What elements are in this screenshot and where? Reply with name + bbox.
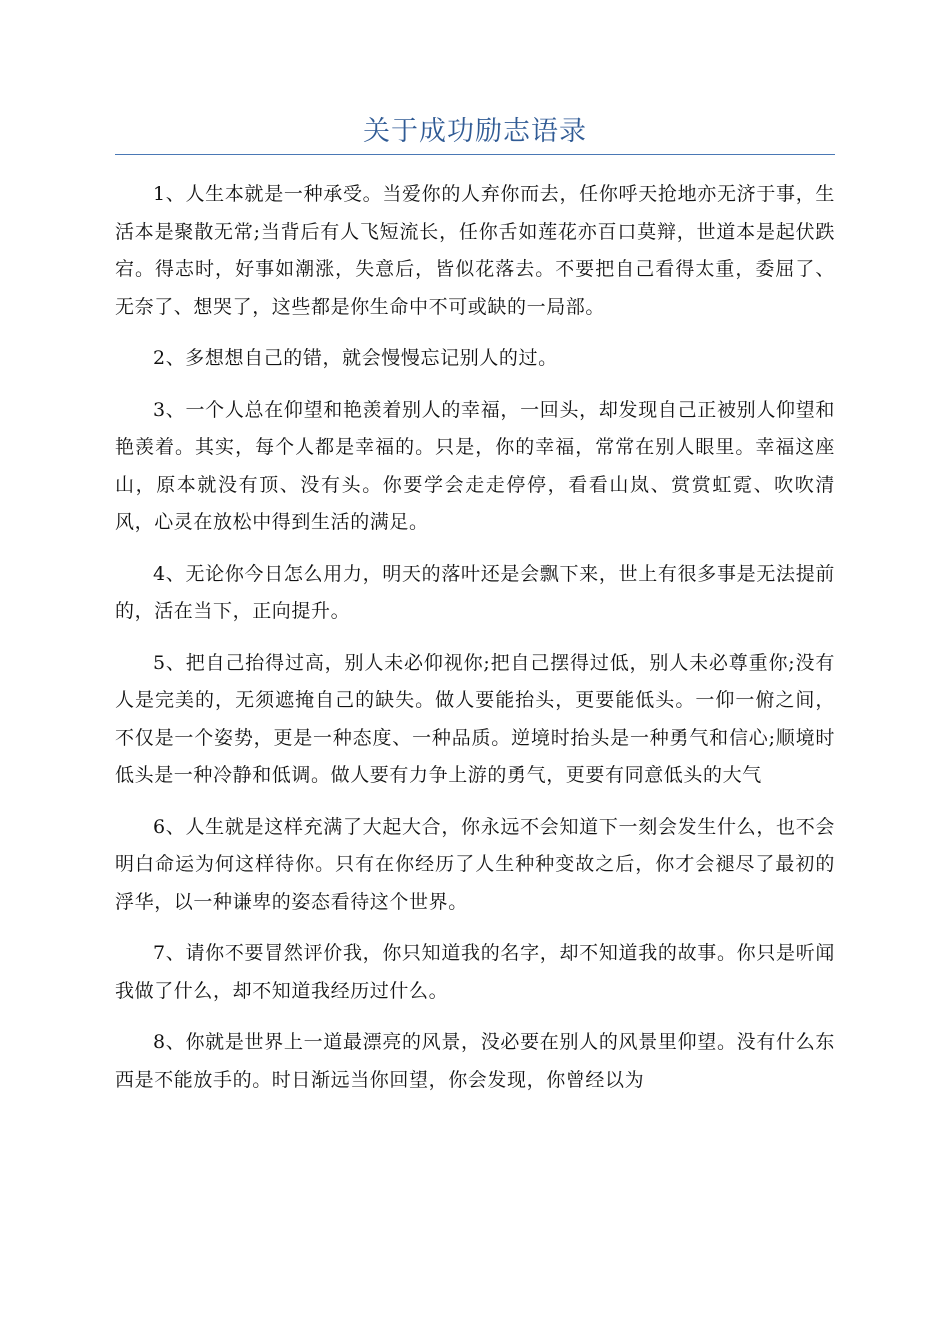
document-body	[115, 176, 835, 1113]
paragraph-2: 2、多想想自己的错，就会慢慢忘记别人的过。	[153, 347, 558, 369]
paragraph-3: 3、一个人总在仰望和艳羡着别人的幸福，一回头，却发现自己正被别人仰望和艳羡着。其实，每个人都是幸福的。只是，你的幸福，常常在别人眼里。幸福这座山，原本就没有顶、没有头。你要学会走走停停，看看山岚、赏赏虹霓、吹吹清风，心灵在放松中得到生活的满足。	[115, 398, 835, 533]
document-title: 关于成功励志语录	[363, 116, 587, 147]
paragraph-5: 5、把自己抬得过高，别人未必仰视你;把自己摆得过低，别人未必尊重你;没有人是完美的，无须遮掩自己的缺失。做人要能抬头，更要能低头。一仰一俯之间，不仅是一个姿势，更是一种态度、一种品质。逆境时抬头是一种勇气和信心;顺境时低头是一种冷静和低调。做人要有力争上游的勇气，更要有同意低头的大气	[115, 651, 835, 786]
paragraph-1: 1、人生本就是一种承受。当爱你的人弃你而去，任你呼天抢地亦无济于事，生活本是聚散无常;当背后有人飞短流长，任你舌如莲花亦百口莫辩，世道本是起伏跌宕。得志时，好事如潮涨，失意后，皆似花落去。不要把自己看得太重，委屈了、无奈了、想哭了，这些都是你生命中不可或缺的一局部。	[115, 183, 835, 318]
title-underline	[115, 154, 835, 155]
paragraph-8: 8、你就是世界上一道最漂亮的风景，没必要在别人的风景里仰望。没有什么东西是不能放手的。时日渐远当你回望，你会发现，你曾经以为	[115, 1031, 835, 1091]
paragraph-4: 4、无论你今日怎么用力，明天的落叶还是会飘下来，世上有很多事是无法提前的，活在当下，正向提升。	[115, 562, 835, 622]
paragraph-7: 7、请你不要冒然评价我，你只知道我的名字，却不知道我的故事。你只是听闻我做了什么，却不知道我经历过什么。	[115, 942, 835, 1002]
paragraph-6: 6、人生就是这样充满了大起大合，你永远不会知道下一刻会发生什么，也不会明白命运为何这样待你。只有在你经历了人生种种变故之后，你才会褪尽了最初的浮华，以一种谦卑的姿态看待这个世界。	[115, 815, 835, 913]
